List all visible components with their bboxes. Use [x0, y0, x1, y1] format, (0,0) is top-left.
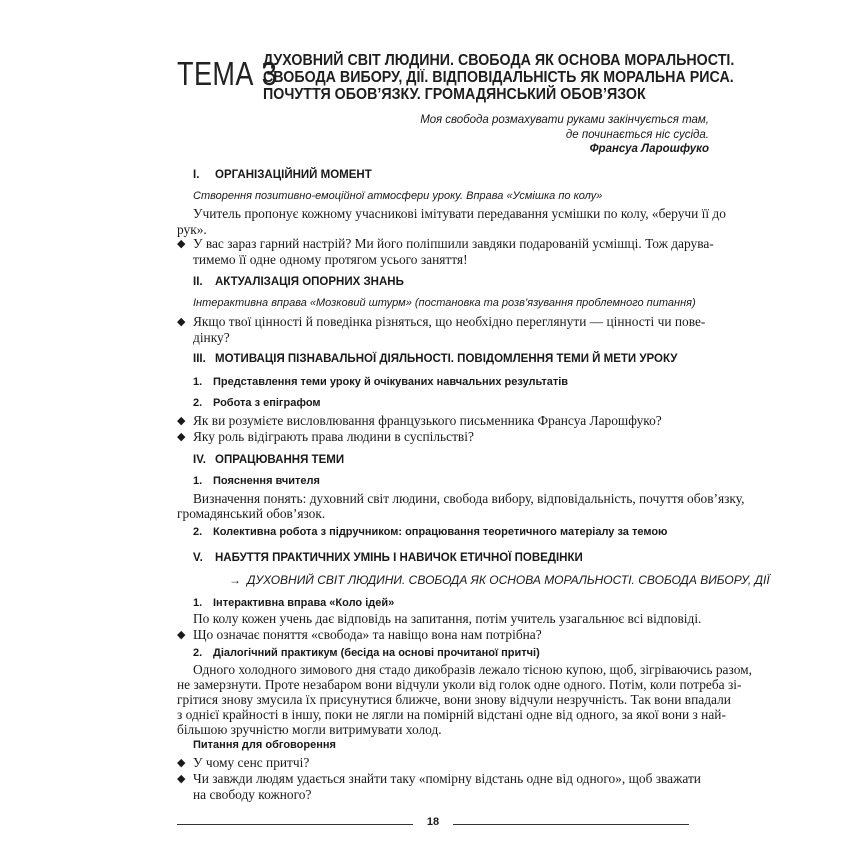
section-title: МОТИВАЦІЯ ПІЗНАВАЛЬНОЇ ДІЯЛЬНОСТІ. ПОВІДОМЛЕННЯ ТЕМИ Й МЕТИ УРОКУ — [215, 353, 678, 365]
section-title: АКТУАЛІЗАЦІЯ ОПОРНИХ ЗНАНЬ — [215, 276, 404, 288]
diamond-bullet-icon: ◆ — [177, 415, 186, 427]
topic-label: ТЕМА 3 — [177, 55, 278, 92]
paragraph-line: Визначення понять: духовний світ людини, свобода вибору, відповідальність, почуття обов’язку, — [193, 491, 745, 506]
diamond-bullet-icon: ◆ — [177, 316, 186, 328]
topic-link-text: ДУХОВНИЙ СВІТ ЛЮДИНИ. СВОБОДА ЯК ОСНОВА МОРАЛЬНОСТІ. СВОБОДА ВИБОРУ, ДІЇ — [247, 573, 770, 587]
topic-title-line: СВОБОДА ВИБОРУ, ДІЇ. ВІДПОВІДАЛЬНІСТЬ ЯК МОРАЛЬНА РИСА. — [263, 69, 734, 86]
topic-link — [229, 573, 770, 587]
bullet-item — [177, 755, 310, 771]
section-subtitle: Інтерактивна вправа «Мозковий штурм» (постановка та розв’язування проблемного питання) — [193, 297, 696, 309]
paragraph-line: громадянський обов’язок. — [177, 506, 326, 521]
subsection-number: 2. — [193, 647, 203, 659]
section-subtitle: Створення позитивно-емоційної атмосфери уроку. Вправа «Усмішка по колу» — [193, 190, 603, 202]
bullet-item — [177, 429, 474, 445]
right-arrow-icon: → — [229, 573, 241, 587]
bullet-text: Якщо твої цінності й поведінка різняться, що необхідно переглянути — цінності чи пове- — [193, 314, 706, 329]
subsection-heading — [193, 526, 667, 538]
subsection-number: 1. — [193, 376, 203, 388]
section-heading — [193, 276, 404, 288]
section-number: IV. — [193, 454, 207, 466]
paragraph-line: Учитель пропонує кожному учасникові імітувати передавання усмішки по колу, «беручи її до — [193, 206, 726, 221]
diamond-bullet-icon: ◆ — [177, 629, 186, 641]
bullet-item — [177, 413, 662, 429]
section-title: ОРГАНІЗАЦІЙНИЙ МОМЕНТ — [215, 169, 372, 181]
bullet-text: У вас зараз гарний настрій? Ми його поліпшили завдяки подарованій усмішці. Тож дарува- — [193, 236, 714, 251]
bullet-continuation: дінку? — [193, 330, 230, 345]
paragraph-line: не замерзнути. Проте незабаром вони відчули уколи від голок одне одного. Потім, коли потреба зі- — [177, 677, 742, 692]
bullet-text: Що означає поняття «свобода» та навіщо вона нам потрібна? — [193, 627, 542, 642]
section-heading — [193, 552, 583, 564]
bullet-continuation: на свободу кожного? — [193, 787, 312, 802]
subsection-title: Інтерактивна вправа «Коло ідей» — [213, 597, 395, 609]
paragraph-line: рук». — [177, 222, 207, 237]
subsection-number: 1. — [193, 597, 203, 609]
bullet-item — [177, 771, 701, 787]
bullet-item — [177, 627, 542, 643]
paragraph-line: Одного холодного зимового дня стадо дикобразів лежало тісною купою, щоб, зігріваючись разом, — [193, 662, 752, 677]
subsection-heading — [193, 475, 320, 487]
bullet-text: У чому сенс притчі? — [193, 755, 310, 770]
footer-rule-right — [453, 824, 689, 825]
questions-label: Питання для обговорення — [193, 739, 336, 751]
diamond-bullet-icon: ◆ — [177, 238, 186, 250]
diamond-bullet-icon: ◆ — [177, 431, 186, 443]
page-number: 18 — [426, 816, 440, 828]
subsection-heading — [193, 397, 321, 409]
section-number: V. — [193, 552, 203, 564]
diamond-bullet-icon: ◆ — [177, 773, 186, 785]
section-title: НАБУТТЯ ПРАКТИЧНИХ УМІНЬ І НАВИЧОК ЕТИЧНОЇ ПОВЕДІНКИ — [215, 552, 583, 564]
epigraph-line: де починається ніс сусіда. — [565, 129, 709, 141]
topic-title — [263, 52, 735, 103]
bullet-item — [177, 236, 714, 252]
subsection-title: Представлення теми уроку й очікуваних навчальних результатів — [213, 376, 569, 388]
epigraph-author: Франсуа Ларошфуко — [589, 143, 709, 155]
section-heading — [193, 353, 677, 365]
subsection-title: Діалогічний практикум (бесіда на основі прочитаної притчі) — [213, 647, 540, 659]
bullet-text: Яку роль відіграють права людини в суспільстві? — [193, 429, 474, 444]
bullet-item — [177, 314, 706, 330]
subsection-number: 1. — [193, 475, 203, 487]
paragraph-line: По колу кожен учень дає відповідь на запитання, потім учитель узагальнює всі відповіді. — [193, 611, 702, 626]
subsection-number: 2. — [193, 397, 203, 409]
subsection-title: Колективна робота з підручником: опрацювання теоретичного матеріалу за темою — [213, 526, 668, 538]
section-heading — [193, 169, 372, 181]
footer-rule-left — [177, 824, 413, 825]
paragraph-line: більшою зручністю могли витримувати холод. — [177, 722, 442, 737]
subsection-title: Робота з епіграфом — [213, 397, 321, 409]
topic-title-line: ПОЧУТТЯ ОБОВ’ЯЗКУ. ГРОМАДЯНСЬКИЙ ОБОВ’ЯЗОК — [263, 86, 646, 103]
section-number: III. — [193, 353, 206, 365]
section-number: I. — [193, 169, 200, 181]
section-number: II. — [193, 276, 203, 288]
bullet-text: Чи завжди людям удається знайти таку «помірну відстань одне від одного», щоб зважати — [193, 771, 701, 786]
subsection-heading — [193, 597, 394, 609]
topic-title-line: ДУХОВНИЙ СВІТ ЛЮДИНИ. СВОБОДА ЯК ОСНОВА МОРАЛЬНОСТІ. — [263, 52, 735, 69]
diamond-bullet-icon: ◆ — [177, 757, 186, 769]
subsection-heading — [193, 647, 540, 659]
section-heading — [193, 454, 344, 466]
epigraph-line: Моя свобода розмахувати руками закінчується там, — [420, 114, 709, 126]
paragraph-line: з однієї крайності в іншу, поки не лягли на помірній відстані одне від одного, за якої вони з най- — [177, 707, 726, 722]
section-title: ОПРАЦЮВАННЯ ТЕМИ — [215, 454, 345, 466]
subsection-title: Пояснення вчителя — [213, 475, 320, 487]
bullet-continuation: тимемо її одне одному протягом усього заняття! — [193, 252, 468, 267]
bullet-text: Як ви розумієте висловлювання французького письменника Франсуа Ларошфуко? — [193, 413, 662, 428]
subsection-heading — [193, 376, 568, 388]
subsection-number: 2. — [193, 526, 203, 538]
paragraph-line: грітися знову змусила їх присунутися ближче, вони знову відчули незручність. Так вони впадали — [177, 692, 731, 707]
